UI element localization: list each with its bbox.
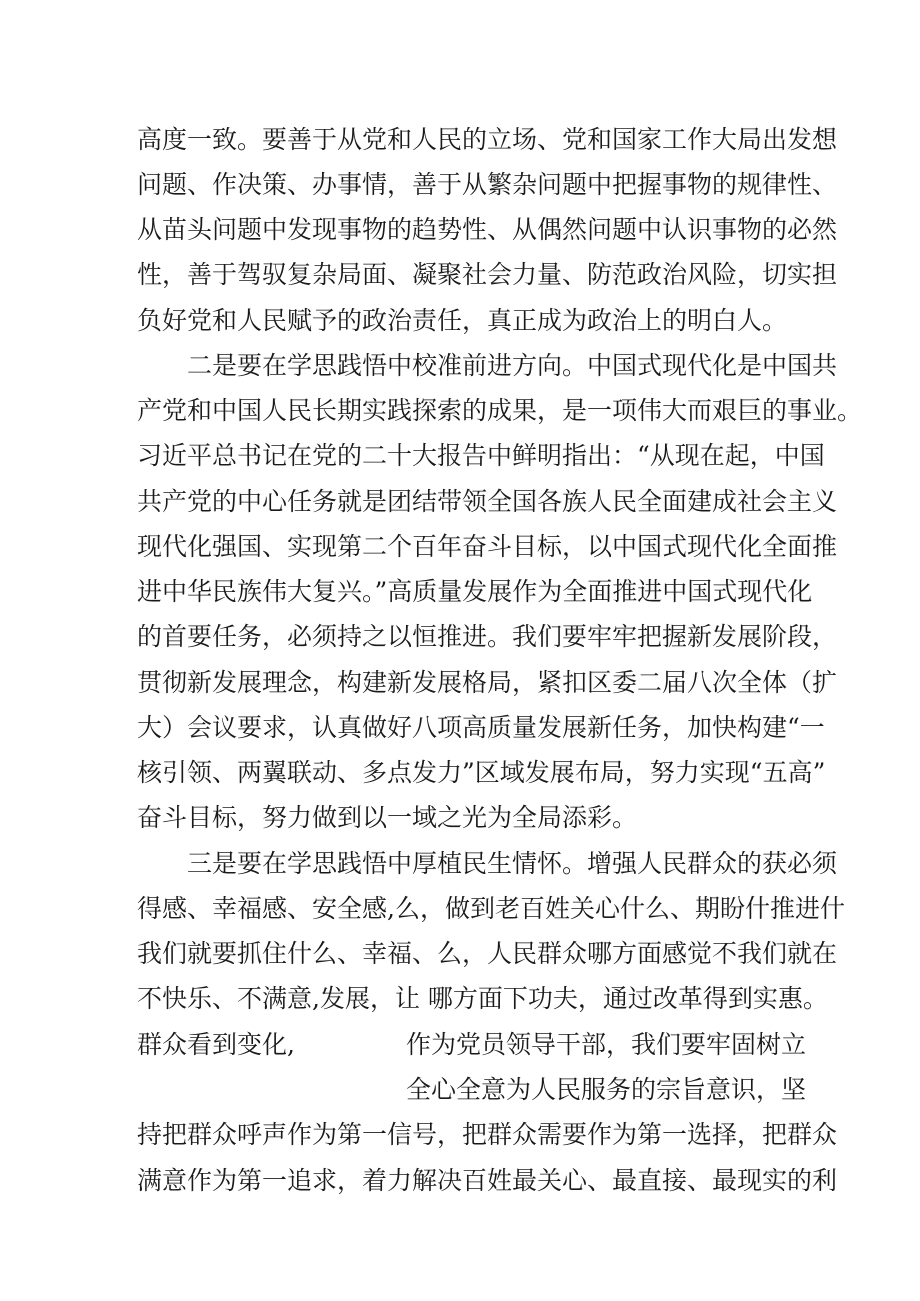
text-line: 作为党员领导干部，我们要牢固树立 <box>406 1030 807 1059</box>
text-line: 共产党的中心任务就是团结带领全国各族人民全面建成社会主义 <box>137 487 838 516</box>
text-line: 的首要任务，必须持之以恒推进。我们要牢牢把握新发展阶段， <box>137 622 838 651</box>
text-line: 我们就要抓住什么、幸福、么，人民群众哪方面感觉不我们就在 <box>137 939 838 968</box>
text-line: 大）会议要求，认真做好八项高质量发展新任务，加快构建“一 <box>137 713 825 742</box>
text-line: 产党和中国人民长期实践探索的成果，是一项伟大而艰巨的事业。 <box>137 396 863 425</box>
paragraph-start-line: 三是要在学思践悟中厚植民生情怀。增强人民群众的获必须 <box>187 849 838 878</box>
text-line: 群众看到变化, <box>137 1030 295 1059</box>
text-line: 满意作为第一追求，着力解决百姓最关心、最直接、最现实的利 <box>137 1166 838 1195</box>
text-line: 负好党和人民赋予的政治责任，真正成为政治上的明白人。 <box>137 306 788 335</box>
text-line: 性，善于驾驭复杂局面、凝聚社会力量、防范政治风险，切实担 <box>137 260 838 289</box>
text-line: 奋斗目标，努力做到以一域之光为全局添彩。 <box>137 803 638 832</box>
text-line: 从苗头问题中发现事物的趋势性、从偶然问题中认识事物的必然 <box>137 215 838 244</box>
text-line: 贯彻新发展理念，构建新发展格局，紧扣区委二届八次全体（扩 <box>137 668 838 697</box>
paragraph-start-line: 二是要在学思践悟中校准前进方向。中国式现代化是中国共 <box>187 351 838 380</box>
text-line: 习近平总书记在党的二十大报告中鲜明指出：“从现在起，中国 <box>137 441 825 470</box>
text-line: 问题、作决策、办事情，善于从繁杂问题中把握事物的规律性、 <box>137 170 838 199</box>
text-line: 持把群众呼声作为第一信号，把群众需要作为第一选择，把群众 <box>137 1120 838 1149</box>
text-line: 现代化强国、实现第二个百年奋斗目标，以中国式现代化全面推 <box>137 532 838 561</box>
text-line: 得感、幸福感、安全感,么，做到老百姓关心什么、期盼什推进什 <box>137 894 845 923</box>
text-line: 核引领、两翼联动、多点发力”区域发展布局，努力实现“五高” <box>137 758 826 787</box>
text-line: 高度一致。要善于从党和人民的立场、党和国家工作大局出发想 <box>137 125 838 154</box>
text-line: 不快乐、不满意,发展，让 哪方面下功夫，通过改革得到实惠。 <box>137 984 828 1013</box>
text-line: 全心全意为人民服务的宗旨意识，坚 <box>406 1075 807 1104</box>
text-line: 进中华民族伟大复兴。”高质量发展作为全面推进中国式现代化 <box>137 577 813 606</box>
